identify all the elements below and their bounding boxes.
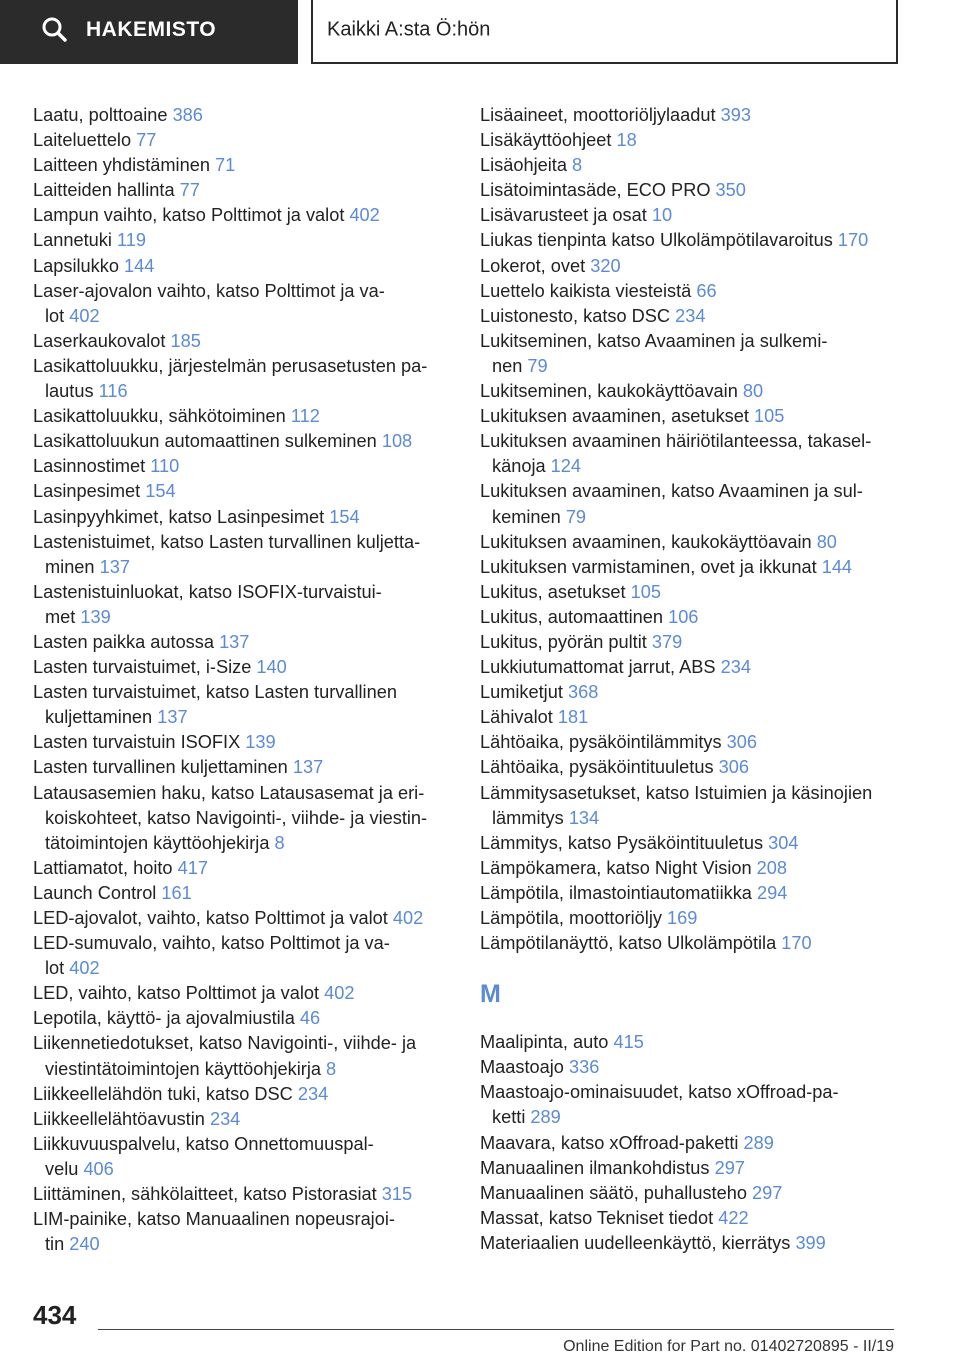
entry-term: Lumiketjut bbox=[480, 682, 563, 703]
entry-term: Laser-ajovalon vaihto, katso Polttimot ja va- bbox=[33, 280, 385, 301]
entry-term: Maalipinta, auto bbox=[480, 1032, 609, 1053]
index-entry bbox=[480, 655, 920, 680]
entry-term: Lukituksen avaaminen, katso Avaaminen ja sul- bbox=[480, 481, 863, 502]
entry-term: Lokerot, ovet bbox=[480, 255, 586, 276]
page-link[interactable]: 154 bbox=[329, 506, 360, 527]
index-entry bbox=[480, 1030, 920, 1055]
entry-term: Lukituksen avaaminen, asetukset bbox=[480, 406, 749, 427]
page-link[interactable]: 304 bbox=[768, 832, 799, 853]
entry-term-continued bbox=[33, 1057, 473, 1082]
entry-term: Lämpötila, ilmastointiautomatiikka bbox=[480, 882, 752, 903]
page-link[interactable]: 402 bbox=[69, 305, 100, 326]
page-link[interactable]: 306 bbox=[726, 732, 758, 753]
page-link[interactable]: 297 bbox=[752, 1182, 783, 1203]
index-entry bbox=[480, 580, 920, 605]
index-column-right bbox=[480, 103, 920, 1256]
index-entry bbox=[33, 1107, 473, 1132]
entry-term: Maastoajo bbox=[480, 1057, 564, 1078]
index-entry bbox=[480, 429, 920, 479]
index-entry bbox=[33, 178, 473, 203]
entry-term: Lastenistuinluokat, katso ISOFIX-turvaistui- bbox=[33, 581, 382, 602]
entry-term: LIM-painike, katso Manuaalinen nopeusrajoi- bbox=[33, 1209, 395, 1230]
index-entry bbox=[480, 856, 920, 881]
page-link[interactable]: 137 bbox=[157, 707, 188, 728]
page-link[interactable]: 368 bbox=[567, 682, 599, 703]
entry-term: Laserkaukovalot bbox=[33, 330, 166, 351]
index-entry bbox=[480, 680, 920, 705]
index-entry bbox=[33, 906, 473, 931]
index-entry bbox=[480, 906, 920, 931]
entry-term: Laitteiden hallinta bbox=[33, 180, 175, 201]
entry-term: Lukitseminen, kaukokäyttöavain bbox=[480, 381, 738, 402]
index-entry bbox=[33, 279, 473, 329]
entry-term: Lämpökamera, katso Night Vision bbox=[480, 857, 752, 878]
index-entry bbox=[480, 555, 920, 580]
entry-term: Lisäohjeita bbox=[480, 155, 567, 176]
index-entry bbox=[480, 254, 920, 279]
entry-term: Lasikattoluukun automaattinen sulkeminen bbox=[33, 431, 377, 452]
page-link[interactable]: 297 bbox=[714, 1157, 745, 1178]
entry-term: Lukituksen varmistaminen, ovet ja ikkunat bbox=[480, 556, 817, 577]
entry-term: Lähtöaika, pysäköintituuletus bbox=[480, 757, 714, 778]
page-link[interactable]: 137 bbox=[292, 757, 324, 778]
index-entry bbox=[33, 1031, 473, 1081]
index-entry bbox=[33, 580, 473, 630]
page-link[interactable]: 169 bbox=[667, 908, 698, 928]
index-entry bbox=[33, 530, 473, 580]
entry-term: Liukas tienpinta katso Ulkolämpötilavaroitus bbox=[480, 230, 833, 251]
entry-term-continued-text: känoja bbox=[492, 456, 546, 477]
entry-term: Lasikattoluukku, sähkötoiminen bbox=[33, 406, 286, 427]
page-link[interactable]: 124 bbox=[550, 456, 582, 477]
entry-term-continued-text: minen bbox=[45, 556, 95, 577]
index-entry bbox=[33, 203, 473, 228]
entry-term-continued bbox=[480, 354, 920, 379]
page-link[interactable]: 315 bbox=[381, 1184, 413, 1205]
entry-term: Laiteluettelo bbox=[33, 130, 132, 151]
entry-term: Lattiamatot, hoito bbox=[33, 857, 173, 878]
entry-term-continued bbox=[33, 1157, 473, 1182]
index-entry bbox=[480, 178, 920, 203]
index-entry bbox=[480, 228, 920, 253]
page-link[interactable]: 350 bbox=[715, 180, 746, 201]
index-entry bbox=[480, 931, 920, 956]
page-link[interactable]: 79 bbox=[527, 355, 548, 376]
page-link[interactable]: 144 bbox=[124, 255, 155, 276]
index-entry bbox=[480, 1156, 920, 1181]
index-entry bbox=[33, 680, 473, 730]
page-link[interactable]: 294 bbox=[757, 882, 788, 903]
footer-divider bbox=[98, 1329, 894, 1330]
index-entry bbox=[33, 781, 473, 856]
entry-term-continued-text: nen bbox=[492, 355, 523, 376]
index-entry bbox=[480, 881, 920, 906]
entry-term: Liikkeellelähtöavustin bbox=[33, 1108, 205, 1129]
index-entry bbox=[480, 705, 920, 730]
entry-term: Lasinpyyhkimet, katso Lasinpesimet bbox=[33, 506, 325, 527]
index-entry bbox=[33, 128, 473, 153]
index-entry bbox=[480, 304, 920, 329]
page-link[interactable]: 105 bbox=[630, 581, 662, 602]
entry-term-continued bbox=[480, 1105, 920, 1130]
entry-term: Lasten paikka autossa bbox=[33, 631, 214, 652]
entry-term-continued-text: lot bbox=[45, 305, 65, 326]
page-link[interactable]: 8 bbox=[274, 832, 285, 853]
section-letter-heading: M bbox=[480, 980, 501, 1009]
page-link[interactable]: 289 bbox=[743, 1132, 774, 1153]
entry-term: Lasinnostimet bbox=[33, 456, 146, 477]
index-entry bbox=[33, 1207, 473, 1257]
page-link[interactable]: 170 bbox=[837, 230, 869, 251]
entry-term: Maavara, katso xOffroad-paketti bbox=[480, 1132, 739, 1153]
footer-edition: Online Edition for Part no. 01402720895 - II/19 bbox=[563, 1338, 894, 1355]
index-entry bbox=[480, 103, 920, 128]
index-entry bbox=[33, 755, 473, 780]
page-link[interactable]: 144 bbox=[821, 556, 853, 577]
entry-term: Liikkuvuuspalvelu, katso Onnettomuuspal- bbox=[33, 1133, 374, 1154]
page-link[interactable]: 139 bbox=[245, 732, 276, 753]
index-entry bbox=[480, 404, 920, 429]
index-entry bbox=[33, 429, 473, 454]
entry-term-continued bbox=[33, 806, 473, 831]
entry-term: Laitteen yhdistäminen bbox=[33, 155, 210, 176]
entry-term: Luistonesto, katso DSC bbox=[480, 305, 671, 326]
entry-term-continued-text: kuljettaminen bbox=[45, 707, 153, 728]
entry-term-continued bbox=[33, 555, 473, 580]
entry-term: LED, vaihto, katso Polttimot ja valot bbox=[33, 983, 320, 1004]
entry-term: Lisätoimintasäde, ECO PRO bbox=[480, 180, 711, 201]
page-link[interactable]: 8 bbox=[572, 155, 583, 176]
index-entry bbox=[480, 153, 920, 178]
page-link[interactable]: 402 bbox=[69, 958, 100, 979]
index-entry bbox=[480, 128, 920, 153]
entry-term: Lasten turvallinen kuljettaminen bbox=[33, 757, 288, 778]
entry-term-continued-text: lot bbox=[45, 958, 65, 979]
entry-term: Lämmitysasetukset, katso Istuimien ja käsinojien bbox=[480, 782, 873, 803]
page-link[interactable]: 234 bbox=[720, 657, 751, 678]
index-entry bbox=[33, 505, 473, 530]
az-tab-label: Kaikki A:sta Ö:hön bbox=[327, 18, 491, 41]
page-link[interactable]: 415 bbox=[613, 1032, 644, 1053]
entry-term: Lastenistuimet, katso Lasten turvallinen kuljetta- bbox=[33, 531, 421, 552]
entry-term: Lämpötilanäyttö, katso Ulkolämpötila bbox=[480, 933, 777, 954]
index-entry bbox=[33, 254, 473, 279]
entry-term-continued-text: koiskohteet, katso Navigointi-, viihde- ja viestin- bbox=[45, 807, 428, 828]
page-link[interactable]: 417 bbox=[177, 857, 208, 878]
page-link[interactable]: 105 bbox=[754, 406, 785, 427]
index-entry bbox=[480, 1055, 920, 1080]
page-link[interactable]: 234 bbox=[297, 1083, 329, 1104]
index-entry bbox=[480, 781, 920, 831]
index-entry bbox=[480, 479, 920, 529]
index-entry bbox=[33, 479, 473, 504]
index-tab[interactable] bbox=[0, 0, 298, 64]
entry-term: Lämmitys, katso Pysäköintituuletus bbox=[480, 832, 764, 853]
entry-term: Lannetuki bbox=[33, 230, 112, 251]
index-entry bbox=[480, 530, 920, 555]
page-link[interactable]: 79 bbox=[565, 506, 587, 527]
index-entry bbox=[480, 630, 920, 655]
index-entry bbox=[33, 881, 473, 906]
page-link[interactable]: 399 bbox=[795, 1232, 826, 1253]
page-link[interactable]: 386 bbox=[172, 105, 203, 125]
page-link[interactable]: 108 bbox=[381, 431, 413, 452]
entry-term: LED-ajovalot, vaihto, katso Polttimot ja valot bbox=[33, 908, 388, 928]
entry-term: Materiaalien uudelleenkäyttö, kierrätys bbox=[480, 1232, 791, 1253]
entry-term-continued-text: lautus bbox=[45, 381, 94, 402]
entry-term-continued bbox=[33, 605, 473, 630]
entry-term: Manuaalinen säätö, puhallusteho bbox=[480, 1182, 747, 1203]
page-link[interactable]: 170 bbox=[781, 933, 812, 954]
entry-term-continued bbox=[480, 454, 920, 479]
entry-term: Lepotila, käyttö- ja ajovalmiustila bbox=[33, 1008, 295, 1029]
index-entry bbox=[33, 1082, 473, 1107]
index-entry bbox=[480, 831, 920, 856]
page-link[interactable]: 112 bbox=[290, 406, 320, 427]
entry-term: Lampun vaihto, katso Polttimot ja valot bbox=[33, 205, 345, 226]
entry-term: Lukkiutumattomat jarrut, ABS bbox=[480, 657, 716, 678]
entry-term: Liikkeellelähdön tuki, katso DSC bbox=[33, 1083, 293, 1104]
page-link[interactable]: 8 bbox=[326, 1058, 337, 1079]
index-entry bbox=[33, 1182, 473, 1207]
page-link[interactable]: 154 bbox=[145, 481, 176, 502]
entry-term: Massat, katso Tekniset tiedot bbox=[480, 1207, 714, 1228]
page-link[interactable]: 80 bbox=[816, 531, 837, 552]
entry-term-continued bbox=[33, 956, 473, 981]
entry-term: Lukituksen avaaminen häiriötilanteessa, takasel- bbox=[480, 431, 872, 452]
page-link[interactable]: 110 bbox=[150, 456, 180, 477]
index-column-left bbox=[33, 103, 473, 1257]
entry-term-continued-text: lämmitys bbox=[492, 807, 564, 828]
index-entry bbox=[480, 329, 920, 379]
page-link[interactable]: 336 bbox=[568, 1057, 600, 1078]
index-entry bbox=[480, 203, 920, 228]
page-number: 434 bbox=[33, 1300, 77, 1330]
page-link[interactable]: 140 bbox=[256, 657, 287, 678]
page-link[interactable]: 119 bbox=[116, 230, 146, 251]
page-link[interactable]: 402 bbox=[392, 908, 424, 928]
page-link[interactable]: 320 bbox=[590, 255, 621, 276]
page-link[interactable]: 289 bbox=[530, 1107, 561, 1128]
index-entry bbox=[480, 1131, 920, 1156]
index-entry bbox=[33, 931, 473, 981]
entry-term: Lasinpesimet bbox=[33, 481, 141, 502]
entry-term: Lisäaineet, moottoriöljylaadut bbox=[480, 105, 716, 125]
entry-term-continued bbox=[33, 831, 473, 856]
entry-term: Lukitus, automaattinen bbox=[480, 606, 664, 627]
page-link[interactable]: 77 bbox=[136, 130, 157, 151]
page-link[interactable]: 116 bbox=[98, 381, 128, 402]
page-link[interactable]: 393 bbox=[720, 105, 751, 125]
index-entry bbox=[480, 1231, 920, 1256]
entry-term: Lasten turvaistuimet, katso Lasten turvallinen bbox=[33, 682, 397, 703]
entry-term-continued-text: ketti bbox=[492, 1107, 526, 1128]
entry-term: Liikennetiedotukset, katso Navigointi-, viihde- ja bbox=[33, 1033, 417, 1054]
entry-term: Lisäkäyttöohjeet bbox=[480, 130, 612, 151]
entry-term-continued-text: velu bbox=[45, 1158, 79, 1179]
index-entry bbox=[33, 856, 473, 881]
entry-term: Launch Control bbox=[33, 882, 157, 903]
entry-term: Lisävarusteet ja osat bbox=[480, 205, 647, 226]
index-entry bbox=[33, 153, 473, 178]
index-entry bbox=[33, 329, 473, 354]
index-entry bbox=[33, 630, 473, 655]
page-link[interactable]: 161 bbox=[161, 882, 192, 903]
entry-term-continued-text: viestintätoimintojen käyttöohjekirja bbox=[45, 1058, 321, 1079]
entry-term-continued-text: tin bbox=[45, 1234, 65, 1255]
page-link[interactable]: 406 bbox=[83, 1158, 114, 1179]
entry-term: Lähivalot bbox=[480, 707, 553, 728]
page-link[interactable]: 181 bbox=[557, 707, 589, 728]
page-link[interactable]: 134 bbox=[568, 807, 600, 828]
entry-term-continued bbox=[33, 379, 473, 404]
entry-term-continued bbox=[480, 806, 920, 831]
index-entry bbox=[33, 730, 473, 755]
index-entry bbox=[33, 1006, 473, 1031]
entry-term: Lukitus, pyörän pultit bbox=[480, 631, 647, 652]
az-tab[interactable] bbox=[311, 0, 898, 64]
entry-term-continued-text: keminen bbox=[492, 506, 561, 527]
entry-term: Laatu, polttoaine bbox=[33, 105, 168, 125]
entry-term-continued-text: met bbox=[45, 606, 76, 627]
page-link[interactable]: 422 bbox=[718, 1207, 749, 1228]
entry-term: Manuaalinen ilmankohdistus bbox=[480, 1157, 710, 1178]
entry-term: Lapsilukko bbox=[33, 255, 119, 276]
page-link[interactable]: 234 bbox=[209, 1108, 241, 1129]
index-entry bbox=[33, 354, 473, 404]
index-entry bbox=[33, 454, 473, 479]
page-link[interactable]: 208 bbox=[756, 857, 788, 878]
entry-term: Lukituksen avaaminen, kaukokäyttöavain bbox=[480, 531, 812, 552]
page-link[interactable]: 240 bbox=[69, 1234, 100, 1255]
entry-term: Lämpötila, moottoriöljy bbox=[480, 908, 662, 928]
page-link[interactable]: 77 bbox=[179, 180, 200, 201]
entry-term: Luettelo kaikista viesteistä bbox=[480, 280, 692, 301]
index-entry bbox=[33, 655, 473, 680]
entry-term: Latausasemien haku, katso Latausasemat ja eri- bbox=[33, 782, 425, 803]
page-link[interactable]: 402 bbox=[324, 983, 355, 1004]
entry-term-continued-text: tätoimintojen käyttöohjekirja bbox=[45, 832, 270, 853]
page-link[interactable]: 10 bbox=[651, 205, 673, 226]
page-link[interactable]: 71 bbox=[215, 155, 236, 176]
page-link[interactable]: 80 bbox=[742, 381, 764, 402]
page-link[interactable]: 402 bbox=[349, 205, 380, 226]
entry-term: LED-sumuvalo, vaihto, katso Polttimot ja va- bbox=[33, 933, 390, 954]
index-entry bbox=[33, 981, 473, 1006]
header bbox=[0, 0, 960, 66]
page-link[interactable]: 18 bbox=[616, 130, 637, 151]
page-link[interactable]: 66 bbox=[696, 280, 717, 301]
entry-term: Lasten turvaistuimet, i-Size bbox=[33, 657, 252, 678]
index-entry bbox=[480, 279, 920, 304]
index-entry bbox=[33, 1132, 473, 1182]
page-link[interactable]: 137 bbox=[99, 556, 130, 577]
index-tab-label: HAKEMISTO bbox=[86, 18, 217, 41]
entry-term: Lasikattoluukku, järjestelmän perusasetusten pa- bbox=[33, 355, 428, 376]
entry-term: Lukitus, asetukset bbox=[480, 581, 626, 602]
index-entry bbox=[480, 1206, 920, 1231]
entry-term-continued bbox=[33, 705, 473, 730]
index-entry bbox=[33, 228, 473, 253]
index-entry bbox=[480, 730, 920, 755]
entry-term: Maastoajo-ominaisuudet, katso xOffroad-pa- bbox=[480, 1082, 839, 1103]
entry-term: Lukitseminen, katso Avaaminen ja sulkemi- bbox=[480, 330, 828, 351]
index-entry bbox=[480, 1181, 920, 1206]
entry-term-continued bbox=[480, 505, 920, 530]
index-entry bbox=[480, 1080, 920, 1130]
page-link[interactable]: 306 bbox=[718, 757, 749, 778]
page-link[interactable]: 46 bbox=[299, 1008, 321, 1029]
page-link[interactable]: 106 bbox=[668, 606, 699, 627]
index-entry bbox=[480, 379, 920, 404]
entry-term: Liittäminen, sähkölaitteet, katso Pistorasiat bbox=[33, 1184, 377, 1205]
page-link[interactable]: 234 bbox=[675, 305, 706, 326]
index-entry bbox=[480, 605, 920, 630]
page-link[interactable]: 185 bbox=[170, 330, 201, 351]
page-link[interactable]: 139 bbox=[80, 606, 111, 627]
page-link[interactable]: 137 bbox=[219, 631, 250, 652]
entry-term-continued bbox=[33, 304, 473, 329]
index-entry bbox=[480, 755, 920, 780]
entry-term-continued bbox=[33, 1232, 473, 1257]
entry-term: Lähtöaika, pysäköintilämmitys bbox=[480, 732, 722, 753]
entry-term: Lasten turvaistuin ISOFIX bbox=[33, 732, 241, 753]
index-entry bbox=[33, 103, 473, 128]
page-link[interactable]: 379 bbox=[651, 631, 683, 652]
index-entry bbox=[33, 404, 473, 429]
